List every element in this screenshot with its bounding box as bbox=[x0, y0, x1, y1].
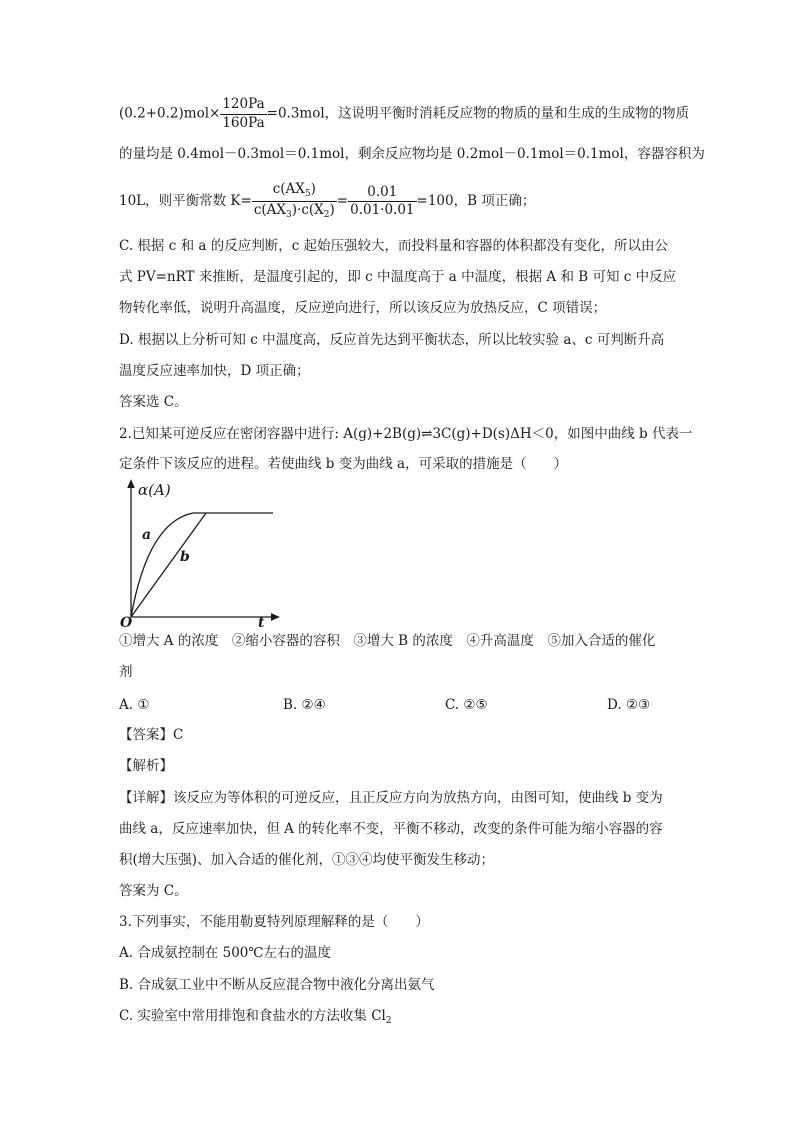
answer-line: 答案为 C。 bbox=[119, 883, 188, 899]
analysis-heading: 【解析】 bbox=[119, 758, 173, 774]
fraction-denominator: 160Pa bbox=[222, 114, 265, 131]
fraction-numerator: 120Pa bbox=[222, 96, 265, 112]
detail-line-2: 曲线 a，反应速率加快，但 A 的转化率不变，平衡不移动，改变的条件可能为缩小容器的容 bbox=[119, 821, 663, 837]
paragraph-line: 物转化率低，说明升高温度，反应逆向进行，所以该反应为放热反应，C 项错误； bbox=[119, 300, 607, 316]
question-3-option-a: A. 合成氨控制在 500℃左右的温度 bbox=[119, 945, 331, 961]
paragraph-line: D. 根据以上分析可知 c 中温度高，反应首先达到平衡状态，所以比较实验 a、c 可判断升高 bbox=[119, 332, 665, 348]
y-axis-label: α(A) bbox=[138, 481, 171, 499]
paragraph-line: C. 根据 c 和 a 的反应判断，c 起始压强较大，而投料量和容器的体积都没有变化，所以由公 bbox=[119, 238, 669, 254]
k-fraction: $\frac{c(AX_5)}{c(AX_3)\cdot c(X_2)}$ bbox=[253, 181, 335, 220]
question-3-option-b: B. 合成氨工业中不断从反应混合物中液化分离出氨气 bbox=[119, 977, 435, 993]
eq1-suffix: =0.3mol，这说明平衡时消耗反应物的物质的量和生成的生成物的物质 bbox=[266, 105, 690, 122]
paragraph-line: 式 PV=nRT 来推断，是温度引起的，即 c 中温度高于 a 中温度，根据 A 和 B 可知 c 中反应 bbox=[119, 269, 677, 285]
option-b: B. ②④ bbox=[283, 697, 326, 713]
k-suffix: =100，B 项正确； bbox=[416, 193, 536, 209]
option-d: D. ②③ bbox=[607, 697, 651, 713]
question-3-option-c: C. 实验室中常用排饱和食盐水的方法收集 $Cl_2$ bbox=[119, 1008, 392, 1026]
question-2-line-1: 2.已知某可逆反应在密闭容器中进行: A(g)+2B(g)⇌3C(g)+D(s)ΔH＜0，如图中曲线 b 代表一 bbox=[119, 426, 693, 442]
detail-line-3: 积(增大压强)、加入合适的催化剂，①③④均使平衡发生移动； bbox=[119, 852, 495, 868]
numeric-fraction: $\frac{0.01}{0.01\cdot 0.01}$ bbox=[350, 183, 415, 218]
origin-label: O bbox=[120, 615, 133, 627]
paragraph-line: 的量均是 0.4mol－0.3mol＝0.1mol，剩余反应物均是 0.2mol－0.1mol＝0.1mol，容器容积为 bbox=[119, 146, 705, 162]
equilibrium-constant-line bbox=[119, 183, 535, 220]
curve-a bbox=[131, 513, 193, 617]
k-prefix: 10L，则平衡常数 K= bbox=[119, 193, 252, 209]
pressure-fraction bbox=[220, 98, 266, 130]
question-2-choices-line-2: 剂 bbox=[119, 664, 133, 680]
question-3-stem: 3.下列事实，不能用勒夏特列原理解释的是（ ） bbox=[119, 914, 429, 930]
paragraph-line: 温度反应速率加快，D 项正确； bbox=[119, 363, 310, 379]
question-2-line-2: 定条件下该反应的进程。若使曲线 b 变为曲线 a，可采取的措施是（ ） bbox=[119, 456, 568, 472]
reaction-curve-graph bbox=[118, 477, 288, 627]
answer-line: 答案选 C。 bbox=[119, 394, 188, 410]
option-c: C. ②⑤ bbox=[445, 697, 488, 713]
question-2-choices-line-1: ①增大 A 的浓度 ②缩小容器的容积 ③增大 B 的浓度 ④升高温度 ⑤加入合适的催化 bbox=[119, 633, 656, 649]
detail-line-1: 【详解】该反应为等体积的可逆反应，且正反应方向为放热方向，由图可知，使曲线 b 变为 bbox=[119, 790, 663, 806]
eq1-prefix: (0.2+0.2)mol× bbox=[119, 105, 221, 122]
x-axis-label: t bbox=[258, 615, 265, 627]
equals-sign: = bbox=[336, 193, 349, 209]
answer-heading: 【答案】C bbox=[119, 727, 184, 743]
curve-b-label: b bbox=[180, 549, 190, 565]
curve-a-label: a bbox=[142, 527, 152, 543]
option-a: A. ① bbox=[119, 697, 150, 713]
equation-line-1 bbox=[119, 98, 689, 130]
